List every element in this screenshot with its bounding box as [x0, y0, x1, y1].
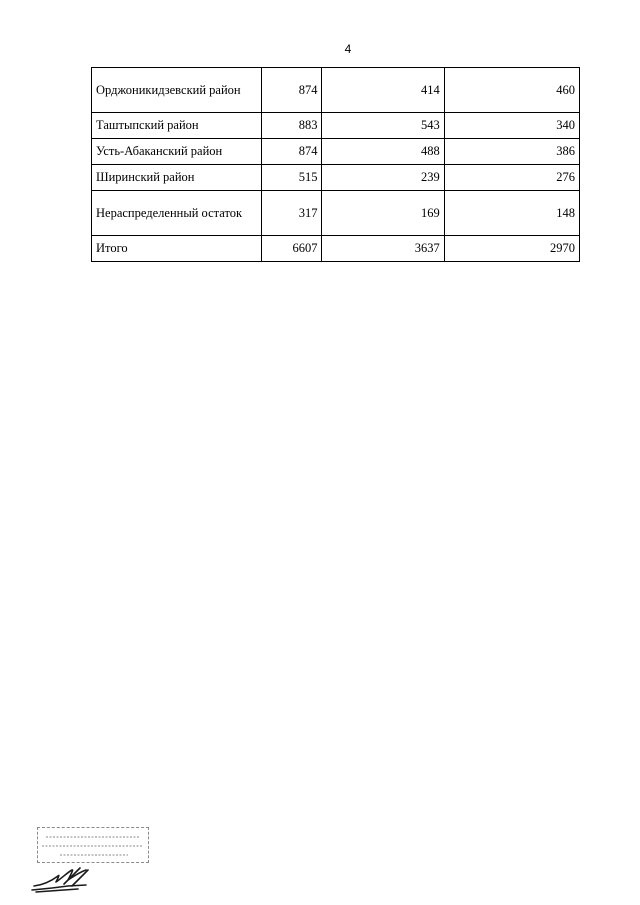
table-row — [92, 165, 580, 191]
page-number: 4 — [344, 42, 352, 56]
row-total-cell: 874 — [262, 139, 322, 165]
row-value-cell: 543 — [322, 113, 444, 139]
row-value-cell: 340 — [444, 113, 579, 139]
table-row — [92, 68, 580, 113]
row-total-cell: 515 — [262, 165, 322, 191]
row-value-cell: 2970 — [444, 236, 579, 262]
row-value-cell: 460 — [444, 68, 579, 113]
table-row — [92, 191, 580, 236]
row-value-cell: 488 — [322, 139, 444, 165]
row-value-cell: 239 — [322, 165, 444, 191]
row-value-cell: 169 — [322, 191, 444, 236]
stamp-text-lines — [38, 828, 148, 862]
signature-scribble — [28, 864, 138, 896]
row-total-cell: 874 — [262, 68, 322, 113]
certification-stamp — [37, 827, 149, 863]
row-total-cell: 883 — [262, 113, 322, 139]
row-name-cell: Итого — [92, 236, 262, 262]
row-total-cell: 6607 — [262, 236, 322, 262]
row-name-cell: Ширинский район — [92, 165, 262, 191]
row-name-cell: Таштыпский район — [92, 113, 262, 139]
table-row — [92, 139, 580, 165]
row-value-cell: 3637 — [322, 236, 444, 262]
table-row-total — [92, 236, 580, 262]
row-total-cell: 317 — [262, 191, 322, 236]
signature — [28, 864, 138, 896]
row-name-cell: Нераспределенный остаток — [92, 191, 262, 236]
row-value-cell: 276 — [444, 165, 579, 191]
row-value-cell: 148 — [444, 191, 579, 236]
district-table — [91, 67, 580, 262]
row-value-cell: 386 — [444, 139, 579, 165]
row-name-cell: Орджоникидзевский район — [92, 68, 262, 113]
row-value-cell: 414 — [322, 68, 444, 113]
row-name-cell: Усть-Абаканский район — [92, 139, 262, 165]
table-row — [92, 113, 580, 139]
